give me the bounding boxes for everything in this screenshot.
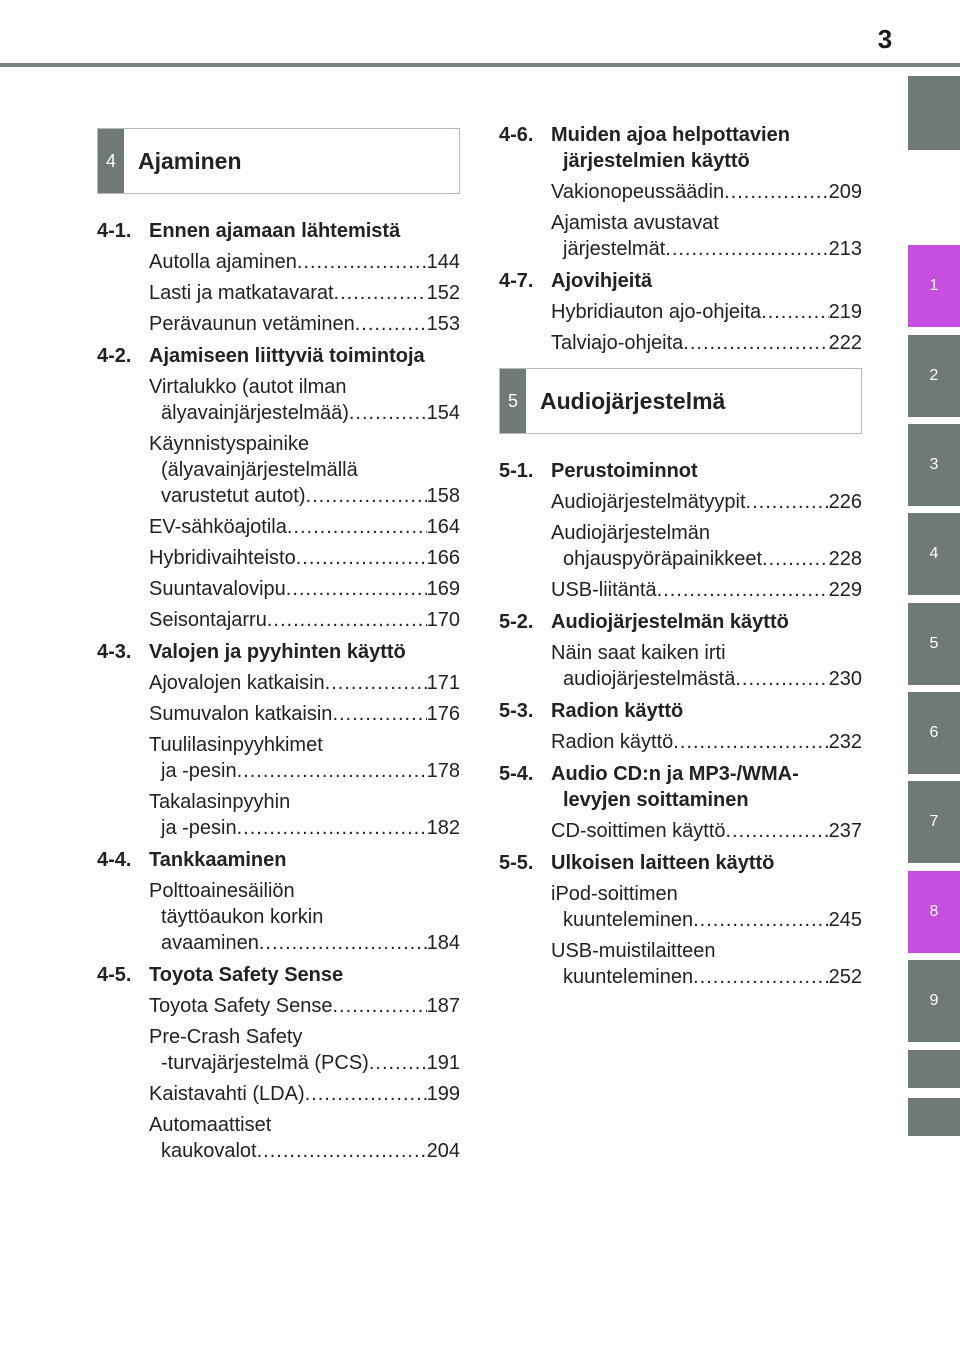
entry-text-line: USB-muistilaitteen: [551, 940, 716, 962]
subsection-heading: [499, 458, 862, 484]
subsection-code: 5-1.: [499, 460, 534, 482]
section-title: Audiojärjestelmä: [540, 387, 726, 414]
entry-text-line: kuunteleminen: [563, 966, 694, 988]
entry-text-line: Ajovalojen katkaisin: [149, 672, 325, 694]
entry-page-number: 169: [426, 578, 460, 600]
section-number: 5: [500, 369, 526, 433]
section-title: Ajaminen: [138, 147, 242, 174]
toc-subsection: [499, 458, 862, 603]
entry-page-number: 199: [426, 1083, 460, 1105]
toc-entry[interactable]: [551, 818, 862, 844]
dot-leader: [665, 236, 828, 262]
entry-last-line: [149, 514, 460, 540]
toc-subsection: [499, 122, 862, 262]
entry-text-line: Käynnistyspainike: [149, 433, 310, 455]
subsection-heading: [499, 268, 862, 294]
entry-last-line: [149, 249, 460, 275]
toc-list-4-continued: [499, 122, 862, 356]
toc-entry[interactable]: [551, 938, 862, 990]
subsection-code: 4-5.: [97, 964, 132, 986]
chapter-tab-4[interactable]: 4: [908, 513, 960, 595]
entry-page-number: 191: [426, 1052, 460, 1074]
entry-text-line: kaukovalot: [161, 1140, 257, 1162]
entry-last-line: [551, 729, 862, 755]
entry-last-line: [551, 236, 862, 262]
entry-text-line: varustetut autot): [161, 485, 306, 507]
entry-text-line: Virtalukko (autot ilman: [149, 376, 347, 398]
entry-text-line: EV-sähköajotila: [149, 516, 287, 538]
toc-entry[interactable]: [149, 249, 460, 275]
entry-page-number: 213: [828, 238, 862, 260]
subsection-code: 4-1.: [97, 220, 132, 242]
subsection-name: Valojen ja pyyhinten käyttö: [149, 641, 406, 663]
subsection-code: 4-7.: [499, 270, 534, 292]
chapter-tab-2[interactable]: 2: [908, 335, 960, 417]
subsection-heading: [97, 639, 460, 665]
entry-page-number: 204: [426, 1140, 460, 1162]
entry-text-line: Polttoainesäiliön: [149, 880, 295, 902]
dot-leader: [334, 280, 427, 306]
entry-text-line: Talviajo-ohjeita: [551, 332, 684, 354]
entry-text-line: Toyota Safety Sense: [149, 995, 333, 1017]
entry-text-line: (älyavainjärjestelmällä: [161, 459, 358, 481]
entry-page-number: 184: [426, 932, 460, 954]
entry-last-line: [551, 489, 862, 515]
dot-leader: [673, 729, 828, 755]
chapter-tab-blank-0[interactable]: [908, 76, 960, 150]
toc-entry[interactable]: [149, 789, 460, 841]
chapter-tab-blank-10[interactable]: [908, 1050, 960, 1088]
entry-text-line: Vakionopeussäädin: [551, 181, 725, 203]
entry-text-line: Perävaunun vetäminen: [149, 313, 355, 335]
entry-page-number: 144: [426, 251, 460, 273]
section-header-5: [499, 368, 862, 434]
subsection-name: Tankkaaminen: [149, 849, 287, 871]
dot-leader: [746, 489, 829, 515]
toc-entry[interactable]: [551, 210, 862, 262]
dot-leader: [325, 670, 427, 696]
entry-page-number: 226: [828, 491, 862, 513]
entry-page-number: 158: [426, 485, 460, 507]
toc-entry[interactable]: [551, 577, 862, 603]
entry-last-line: [551, 907, 862, 933]
toc-entry[interactable]: [551, 729, 862, 755]
chapter-tab-9[interactable]: 9: [908, 960, 960, 1042]
toc-subsection: [499, 850, 862, 990]
toc-list-5: [499, 458, 862, 990]
subsection-name: Muiden ajoa helpottavien järjestelmien käyttö: [551, 124, 790, 172]
toc-subsection: [499, 698, 862, 755]
entry-text-line: Tuulilasinpyyhkimet: [149, 734, 323, 756]
entry-last-line: [149, 815, 460, 841]
entry-page-number: 170: [426, 609, 460, 631]
toc-entry[interactable]: [149, 993, 460, 1019]
dot-leader: [237, 815, 427, 841]
dot-leader: [726, 818, 829, 844]
dot-leader: [693, 964, 829, 990]
dot-leader: [693, 907, 829, 933]
dot-leader: [237, 758, 427, 784]
toc-entry[interactable]: [551, 179, 862, 205]
dot-leader: [683, 330, 828, 356]
toc-entry[interactable]: [149, 1112, 460, 1164]
entry-text-line: Hybridiauton ajo-ohjeita: [551, 301, 762, 323]
subsection-heading: [499, 609, 862, 635]
entry-last-line: [149, 670, 460, 696]
dot-leader: [286, 576, 427, 602]
chapter-tab-8[interactable]: 8: [908, 871, 960, 953]
chapter-tab-3[interactable]: 3: [908, 424, 960, 506]
toc-subsection: [499, 761, 862, 844]
entry-text-line: Seisontajarru: [149, 609, 267, 631]
entry-page-number: 222: [828, 332, 862, 354]
dot-leader: [724, 179, 829, 205]
subsection-heading: [97, 343, 460, 369]
dot-leader: [735, 666, 828, 692]
entry-text-line: Audiojärjestelmän: [551, 522, 710, 544]
chapter-tab-blank-11[interactable]: [908, 1098, 960, 1136]
entry-last-line: [149, 483, 460, 509]
entry-last-line: [149, 930, 460, 956]
subsection-name: Ajovihjeitä: [551, 270, 653, 292]
subsection-heading: [499, 698, 862, 724]
toc-entry[interactable]: [149, 607, 460, 633]
entry-last-line: [149, 1138, 460, 1164]
entry-text-line: Lasti ja matkatavarat: [149, 282, 334, 304]
dot-leader: [306, 483, 427, 509]
entry-page-number: 153: [426, 313, 460, 335]
toc-entry[interactable]: [551, 489, 862, 515]
dot-leader: [761, 299, 828, 325]
entry-last-line: [551, 818, 862, 844]
entry-text-line: järjestelmät: [563, 238, 666, 260]
entry-last-line: [551, 666, 862, 692]
page-number: 3: [877, 24, 893, 54]
entry-page-number: 171: [426, 672, 460, 694]
entry-page-number: 176: [426, 703, 460, 725]
entry-text-line: Ajamista avustavat: [551, 212, 719, 234]
toc-entry[interactable]: [149, 701, 460, 727]
subsection-heading: [499, 850, 862, 876]
entry-text-line: Pre-Crash Safety: [149, 1026, 303, 1048]
entry-last-line: [149, 1050, 460, 1076]
dot-leader: [305, 1081, 427, 1107]
entry-page-number: 152: [426, 282, 460, 304]
entry-text-line: kuunteleminen: [563, 909, 694, 931]
subsection-code: 4-3.: [97, 641, 132, 663]
dot-leader: [369, 1050, 427, 1076]
entry-page-number: 164: [426, 516, 460, 538]
subsection-heading: [499, 761, 862, 813]
dot-leader: [259, 930, 427, 956]
entry-text-line: Sumuvalon katkaisin: [149, 703, 333, 725]
entry-page-number: 245: [828, 909, 862, 931]
dot-leader: [332, 993, 426, 1019]
entry-page-number: 178: [426, 760, 460, 782]
entry-page-number: 228: [828, 548, 862, 570]
subsection-name: Perustoiminnot: [551, 460, 698, 482]
toc-entry[interactable]: [551, 881, 862, 933]
subsection-name: Audio CD:n ja MP3-/WMA-levyjen soittaminen: [551, 763, 799, 811]
entry-text-line: Radion käyttö: [551, 731, 674, 753]
dot-leader: [332, 701, 426, 727]
entry-text-line: ja -pesin: [161, 760, 237, 782]
toc-entry[interactable]: [551, 330, 862, 356]
dot-leader: [296, 545, 427, 571]
toc-entry[interactable]: [149, 1024, 460, 1076]
subsection-code: 4-4.: [97, 849, 132, 871]
toc-subsection: [97, 218, 460, 337]
chapter-tab-7[interactable]: 7: [908, 781, 960, 863]
top-rule: [0, 63, 960, 67]
subsection-code: 4-6.: [499, 124, 534, 146]
subsection-heading: [499, 122, 862, 174]
entry-text-line: Audiojärjestelmätyypit: [551, 491, 746, 513]
entry-text-line: Kaistavahti (LDA): [149, 1083, 305, 1105]
entry-last-line: [551, 546, 862, 572]
toc-entry[interactable]: [149, 431, 460, 509]
dot-leader: [267, 607, 427, 633]
entry-page-number: 166: [426, 547, 460, 569]
subsection-heading: [97, 218, 460, 244]
subsection-name: Ennen ajamaan lähtemistä: [149, 220, 401, 242]
subsection-name: Audiojärjestelmän käyttö: [551, 611, 789, 633]
subsection-heading: [97, 962, 460, 988]
entry-last-line: [149, 545, 460, 571]
subsection-name: Toyota Safety Sense: [149, 964, 344, 986]
entry-page-number: 154: [426, 402, 460, 424]
dot-leader: [657, 577, 829, 603]
subsection-code: 5-2.: [499, 611, 534, 633]
toc-subsection: [499, 609, 862, 692]
dot-leader: [355, 311, 427, 337]
entry-last-line: [149, 280, 460, 306]
entry-text-line: ohjauspyöräpainikkeet: [563, 548, 763, 570]
entry-text-line: iPod-soittimen: [551, 883, 678, 905]
entry-page-number: 232: [828, 731, 862, 753]
entry-last-line: [149, 1081, 460, 1107]
entry-last-line: [149, 607, 460, 633]
entry-last-line: [149, 400, 460, 426]
toc-subsection: [97, 343, 460, 633]
entry-text-line: USB-liitäntä: [551, 579, 657, 601]
toc-entry[interactable]: [149, 1081, 460, 1107]
toc-entry[interactable]: [149, 280, 460, 306]
entry-text-line: Takalasinpyyhin: [149, 791, 291, 813]
entry-page-number: 209: [828, 181, 862, 203]
entry-last-line: [149, 701, 460, 727]
toc-subsection: [97, 639, 460, 841]
entry-text-line: Autolla ajaminen: [149, 251, 297, 273]
toc-entry[interactable]: [149, 576, 460, 602]
dot-leader: [762, 546, 829, 572]
entry-text-line: Automaattiset: [149, 1114, 272, 1136]
dot-leader: [287, 514, 427, 540]
subsection-code: 5-4.: [499, 763, 534, 785]
subsection-heading: [97, 847, 460, 873]
subsection-name: Radion käyttö: [551, 700, 684, 722]
toc-entry[interactable]: [149, 545, 460, 571]
toc-entry[interactable]: [551, 640, 862, 692]
entry-text-line: Näin saat kaiken irti: [551, 642, 726, 664]
toc-entry[interactable]: [149, 311, 460, 337]
entry-text-line: CD-soittimen käyttö: [551, 820, 726, 842]
toc-entry[interactable]: [149, 670, 460, 696]
entry-last-line: [551, 179, 862, 205]
chapter-tab-6[interactable]: 6: [908, 692, 960, 774]
subsection-code: 4-2.: [97, 345, 132, 367]
subsection-name: Ulkoisen laitteen käyttö: [551, 852, 775, 874]
entry-last-line: [149, 758, 460, 784]
entry-text-line: ja -pesin: [161, 817, 237, 839]
entry-text-line: älyavainjärjestelmää): [161, 402, 349, 424]
chapter-tab-1[interactable]: 1: [908, 245, 960, 327]
toc-subsection: [97, 962, 460, 1164]
entry-text-line: avaaminen: [161, 932, 259, 954]
entry-last-line: [149, 311, 460, 337]
entry-text-line: -turvajärjestelmä (PCS): [161, 1052, 369, 1074]
toc-column-right: [499, 122, 862, 996]
section-number: 4: [98, 129, 124, 193]
toc-subsection: [97, 847, 460, 956]
toc-entry[interactable]: [149, 374, 460, 426]
dot-leader: [297, 249, 427, 275]
toc-subsection: [499, 268, 862, 356]
section-header-4: [97, 128, 460, 194]
dot-leader: [257, 1138, 427, 1164]
toc-entry[interactable]: [149, 878, 460, 956]
entry-text-line: Hybridivaihteisto: [149, 547, 296, 569]
toc-entry[interactable]: [551, 520, 862, 572]
toc-column-left: [97, 128, 460, 1170]
subsection-name: Ajamiseen liittyviä toimintoja: [149, 345, 425, 367]
subsection-code: 5-3.: [499, 700, 534, 722]
entry-last-line: [149, 993, 460, 1019]
entry-last-line: [551, 330, 862, 356]
entry-text-line: audiojärjestelmästä: [563, 668, 736, 690]
entry-page-number: 237: [828, 820, 862, 842]
dot-leader: [349, 400, 427, 426]
entry-page-number: 187: [426, 995, 460, 1017]
entry-text-line: Suuntavalovipu: [149, 578, 286, 600]
entry-last-line: [551, 299, 862, 325]
chapter-tab-5[interactable]: 5: [908, 603, 960, 685]
toc-entry[interactable]: [149, 732, 460, 784]
toc-entry[interactable]: [149, 514, 460, 540]
entry-page-number: 230: [828, 668, 862, 690]
entry-page-number: 252: [828, 966, 862, 988]
toc-entry[interactable]: [551, 299, 862, 325]
toc-list-4: [97, 218, 460, 1164]
entry-page-number: 229: [828, 579, 862, 601]
entry-text-line: täyttöaukon korkin: [161, 906, 324, 928]
subsection-code: 5-5.: [499, 852, 534, 874]
entry-page-number: 182: [426, 817, 460, 839]
entry-last-line: [551, 964, 862, 990]
entry-last-line: [149, 576, 460, 602]
entry-page-number: 219: [828, 301, 862, 323]
entry-last-line: [551, 577, 862, 603]
